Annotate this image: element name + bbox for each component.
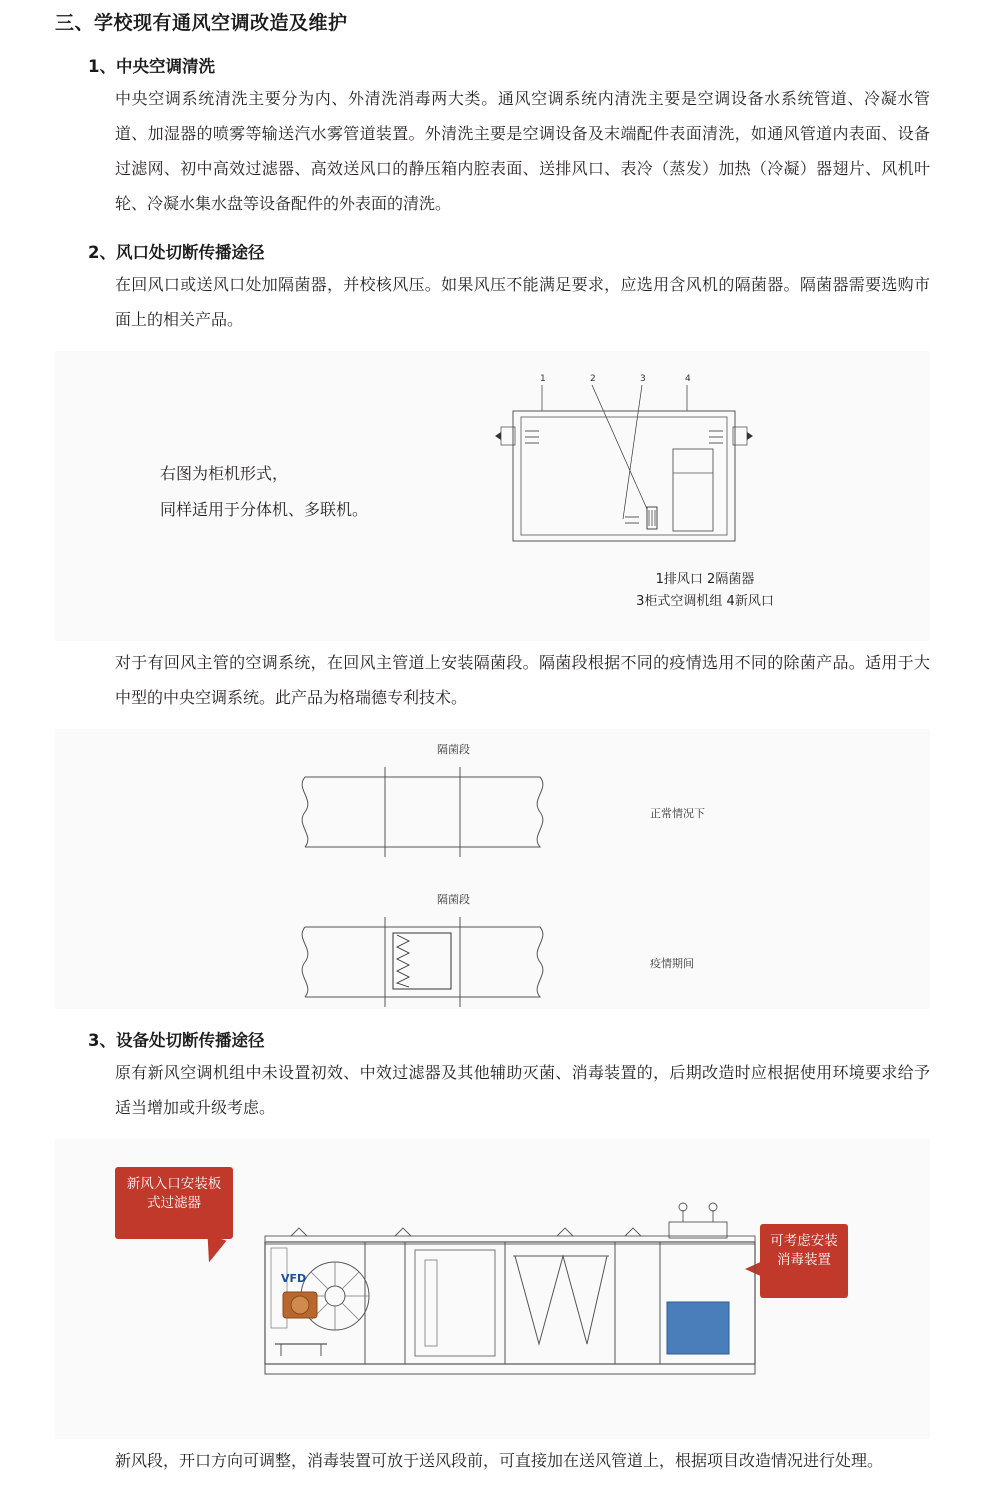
- ahu-drawing: [95, 1144, 815, 1434]
- figure-cabinet-caption-line2: 同样适用于分体机、多联机。: [160, 500, 369, 519]
- paragraph-vent-cutoff: 在回风口或送风口处加隔菌器，并校核风压。如果风压不能满足要求，应选用含风机的隔菌器。隔菌器需要选购市面上的相关产品。: [115, 275, 930, 329]
- svg-text:疫情期间: 疫情期间: [650, 957, 694, 970]
- document-page: [0, 8, 990, 1508]
- svg-text:3: 3: [640, 374, 646, 384]
- paragraph-equipment-cutoff: 原有新风空调机组中未设置初效、中效过滤器及其他辅助灭菌、消毒装置的，后期改造时应根据使用环境要求给予适当增加或升级考虑。: [115, 1063, 930, 1117]
- figure-cabinet-legend-line2: 3柜式空调机组 4新风口: [636, 594, 774, 609]
- svg-text:正常情况下: 正常情况下: [650, 807, 705, 820]
- svg-text:VFD: VFD: [281, 1272, 307, 1285]
- svg-text:2: 2: [590, 374, 596, 384]
- paragraph-return-duct: 对于有回风主管的空调系统，在回风主管道上安装隔菌段。隔菌段根据不同的疫情选用不同的除菌产品。适用于大中型的中央空调系统。此产品为格瑞德专利技术。: [115, 653, 930, 707]
- figure-ahu: [55, 1139, 930, 1439]
- figure-cabinet-legend: [555, 569, 855, 613]
- paragraph-fresh-air-section: 新风段，开口方向可调整，消毒装置可放于送风段前，可直接加在送风管道上，根据项目改造情况进行处理。: [115, 1451, 884, 1470]
- figure-cabinet-caption: [160, 456, 368, 528]
- svg-text:隔菌段: 隔菌段: [437, 743, 470, 756]
- callout-fresh-air-filter: 新风入口安装板式过滤器: [115, 1167, 233, 1239]
- cabinet-unit-drawing: [495, 369, 755, 569]
- heading-equipment-cutoff: 3、设备处切断传播途径: [88, 1031, 265, 1050]
- figure-duct-section: [55, 729, 930, 1009]
- figure-cabinet-unit: [55, 351, 930, 641]
- svg-text:隔菌段: 隔菌段: [437, 893, 470, 906]
- callout-disinfection-device: 可考虑安装消毒装置: [760, 1224, 848, 1298]
- heading-vent-cutoff: 2、风口处切断传播途径: [88, 243, 265, 262]
- paragraph-central-ac-cleaning: 中央空调系统清洗主要分为内、外清洗消毒两大类。通风空调系统内清洗主要是空调设备水系统管道、冷凝水管道、加湿器的喷雾等输送汽水雾管道装置。外清洗主要是空调设备及末端配件表面清洗，如通风管道内表面、设备过滤网、初中高效过滤器、高效送风口的静压箱内腔表面、送排风口、表冷（蒸发）加热（冷凝）器翅片、风机叶轮、冷凝水集水盘等设备配件的外表面的清洗。: [115, 89, 930, 213]
- figure-cabinet-caption-line1: 右图为柜机形式，: [160, 464, 289, 483]
- heading-central-ac-cleaning: 1、中央空调清洗: [88, 57, 215, 76]
- duct-section-drawing: [285, 737, 845, 1009]
- page-title: 三、学校现有通风空调改造及维护: [55, 12, 348, 34]
- figure-cabinet-legend-line1: 1排风口 2隔菌器: [655, 572, 755, 587]
- svg-text:4: 4: [685, 374, 691, 384]
- svg-text:1: 1: [540, 374, 546, 384]
